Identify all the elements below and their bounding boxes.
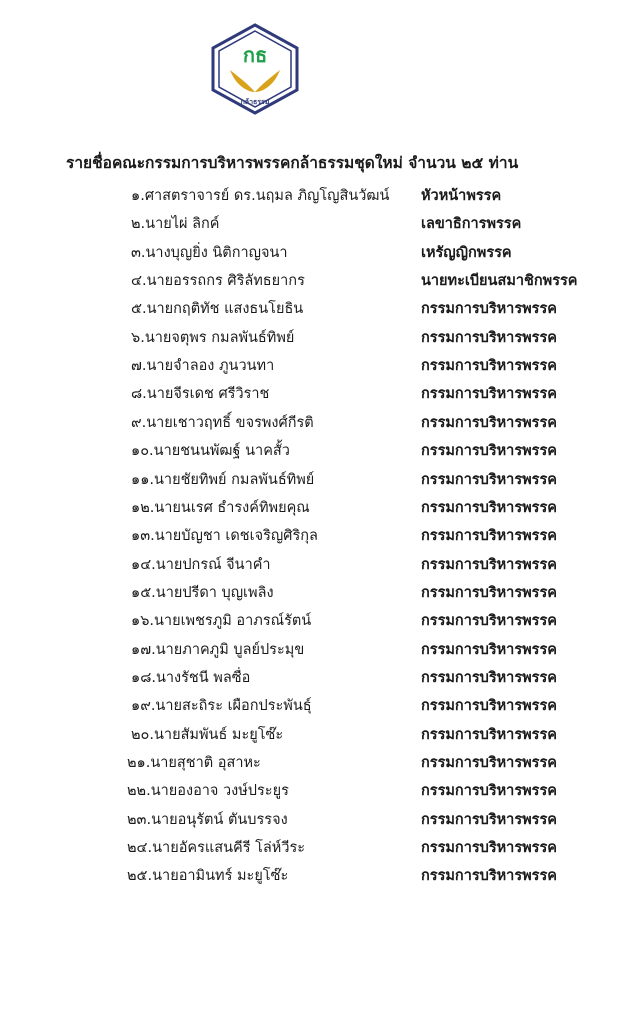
member-row xyxy=(0,184,638,212)
member-name: ๖.นายจตุพร กมลพันธ์ทิพย์ xyxy=(131,329,295,346)
member-row xyxy=(0,297,638,325)
member-name: ๒๑.นายสุชาติ อุสาหะ xyxy=(127,755,261,771)
member-name: ๘.นายจีรเดช ศรีวิราช xyxy=(131,386,270,403)
member-role: กรรมการบริหารพรรค xyxy=(421,443,557,460)
member-role: กรรมการบริหารพรรค xyxy=(421,301,557,318)
member-row xyxy=(0,864,638,892)
member-row xyxy=(0,326,638,354)
page-title: รายชื่อคณะกรรมการบริหารพรรคกล้าธรรมชุดใหม่ จำนวน ๒๕ ท่าน xyxy=(66,154,519,172)
member-row xyxy=(0,666,638,694)
member-name: ๑๙.นายสะถิระ เผือกประพันธุ์ xyxy=(131,698,312,715)
member-role: กรรมการบริหารพรรค xyxy=(421,386,557,403)
member-role: กรรมการบริหารพรรค xyxy=(421,556,557,573)
member-row xyxy=(0,751,638,779)
member-name: ๑๖.นายเพชรภูมิ อาภรณ์รัตน์ xyxy=(131,613,312,630)
member-role: กรรมการบริหารพรรค xyxy=(421,641,557,658)
member-role: กรรมการบริหารพรรค xyxy=(421,499,557,516)
member-name: ๒๐.นายสัมพันธ์ มะยูโซ๊ะ xyxy=(131,726,284,743)
member-row xyxy=(0,269,638,297)
member-name: ๒.นายไผ่ ลิกค์ xyxy=(131,216,220,233)
member-name: ๑๗.นายภาคภูมิ บูลย์ประมุข xyxy=(131,641,305,658)
member-row xyxy=(0,553,638,581)
member-role: กรรมการบริหารพรรค xyxy=(421,698,557,715)
member-row xyxy=(0,836,638,864)
member-role: เลขาธิการพรรค xyxy=(421,216,522,233)
member-role: หัวหน้าพรรค xyxy=(421,188,502,204)
member-role: กรรมการบริหารพรรค xyxy=(421,414,557,431)
member-name: ๑๒.นายนเรศ ธำรงค์ทิพยคุณ xyxy=(131,499,310,516)
member-row xyxy=(0,581,638,609)
member-row xyxy=(0,468,638,496)
member-name: ๓.นางบุญยิ่ง นิติกาญจนา xyxy=(131,244,288,261)
member-name: ๕.นายกฤติทัช แสงธนโยธิน xyxy=(131,301,304,318)
member-row xyxy=(0,212,638,240)
member-row xyxy=(0,241,638,269)
member-row xyxy=(0,638,638,666)
member-row xyxy=(0,524,638,552)
member-role: กรรมการบริหารพรรค xyxy=(421,868,557,885)
member-name: ๒๒.นายองอาจ วงษ์ประยูร xyxy=(127,783,289,800)
member-role: กรรมการบริหารพรรค xyxy=(421,528,557,545)
member-row xyxy=(0,723,638,751)
member-row xyxy=(0,779,638,807)
member-role: กรรมการบริหารพรรค xyxy=(421,329,557,346)
member-name: ๒๕.นายอามินทร์ มะยูโซ๊ะ xyxy=(127,868,289,885)
logo-name: กล้าธรรม xyxy=(240,98,270,106)
member-role: กรรมการบริหารพรรค xyxy=(421,755,557,771)
party-logo xyxy=(206,22,304,116)
logo-initials: กธ xyxy=(242,43,268,67)
member-name: ๑๓.นายบัญชา เดชเจริญศิริกุล xyxy=(131,528,318,545)
member-role: กรรมการบริหารพรรค xyxy=(421,471,557,488)
member-name: ๑๔.นายปกรณ์ จีนาคำ xyxy=(131,556,271,573)
member-role: กรรมการบริหารพรรค xyxy=(421,584,557,601)
member-role: กรรมการบริหารพรรค xyxy=(421,840,557,857)
member-role: กรรมการบริหารพรรค xyxy=(421,726,557,743)
member-row xyxy=(0,411,638,439)
member-name: ๒๓.นายอนุรัตน์ ตันบรรจง xyxy=(127,811,288,828)
member-row xyxy=(0,354,638,382)
member-name: ๙.นายเชาวฤทธิ์ ขจรพงศ์กีรติ xyxy=(131,414,314,431)
member-role: กรรมการบริหารพรรค xyxy=(421,613,557,630)
party-emblem-icon xyxy=(206,22,304,116)
member-name: ๗.นายจำลอง ภูนวนทา xyxy=(131,358,275,375)
member-row xyxy=(0,496,638,524)
member-role: กรรมการบริหารพรรค xyxy=(421,669,557,686)
member-name: ๑๐.นายชนนพัฒฐ์ นาคสั้ว xyxy=(131,443,290,460)
member-row xyxy=(0,694,638,722)
member-name: ๑๑.นายชัยทิพย์ กมลพันธ์ทิพย์ xyxy=(131,471,315,488)
member-role: กรรมการบริหารพรรค xyxy=(421,783,557,800)
member-role: กรรมการบริหารพรรค xyxy=(421,811,557,828)
member-row xyxy=(0,382,638,410)
member-name: ๔.นายอรรถกร ศิริลัทธยากร xyxy=(131,273,305,290)
member-role: เหรัญญิกพรรค xyxy=(421,244,512,261)
member-role: นายทะเบียนสมาชิกพรรค xyxy=(421,273,578,290)
member-role: กรรมการบริหารพรรค xyxy=(421,358,557,375)
member-name: ๑.ศาสตราจารย์ ดร.นฤมล ภิญโญสินวัฒน์ xyxy=(131,188,390,204)
member-row xyxy=(0,609,638,637)
member-row xyxy=(0,439,638,467)
member-name: ๑๘.นางรัชนี พลซื่อ xyxy=(131,669,251,686)
member-row xyxy=(0,808,638,836)
member-name: ๒๔.นายอัครแสนคีรี โล่ห์วีระ xyxy=(127,840,306,857)
member-name: ๑๕.นายปรีดา บุญเพลิง xyxy=(131,584,274,601)
